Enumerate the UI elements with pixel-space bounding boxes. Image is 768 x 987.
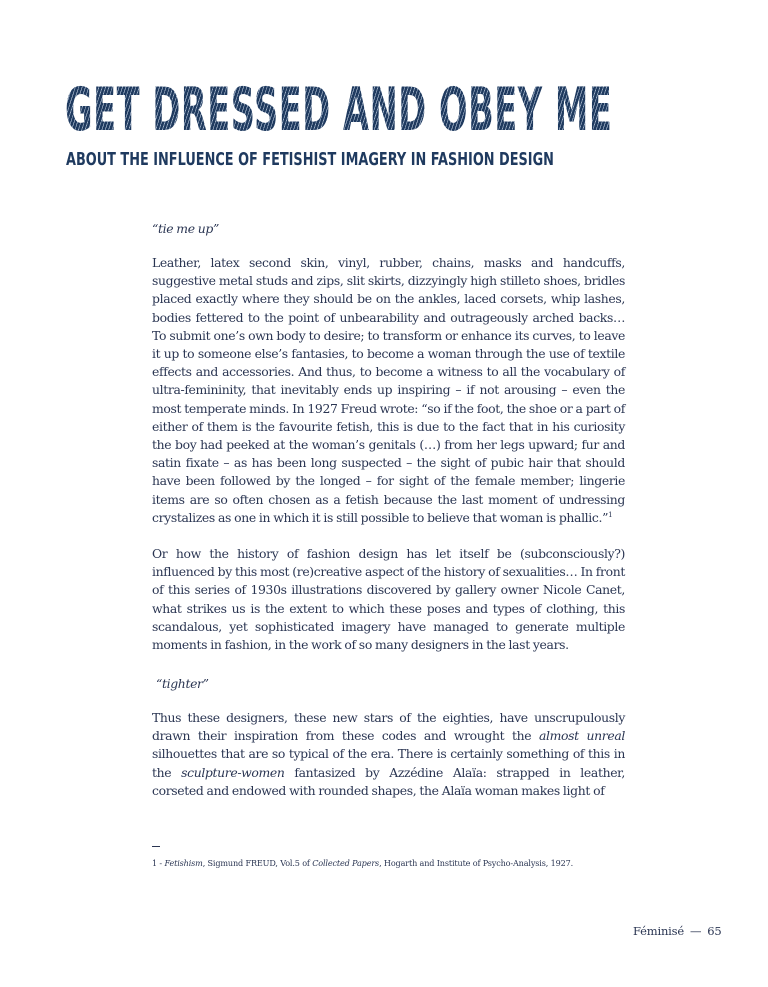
paragraph-3-text-b: silhouettes that are so typical of the era. There is certainly something of this in the — [152, 746, 625, 780]
paragraph-2-block — [152, 545, 625, 654]
emphasis-sculpture-women: sculpture-women — [181, 764, 285, 780]
article-subtitle: ABOUT THE INFLUENCE OF FETISHIST IMAGERY IN FASHION DESIGN — [66, 149, 554, 170]
article-title: GET DRESSED AND OBEY ME — [65, 75, 613, 145]
section-heading-tie-me-up: “tie me up” — [152, 221, 219, 236]
page-folio — [633, 924, 721, 938]
folio-separator: — — [689, 924, 702, 938]
footnote-divider — [152, 846, 160, 847]
paragraph-3-text-c: fantasized by Azzédine Alaïa: strapped in leather, corseted and endowed with rounded shapes, the Alaïa woman makes light of — [152, 764, 625, 798]
section-2 — [152, 675, 629, 693]
section-1 — [152, 220, 625, 238]
emphasis-almost-unreal: almost unreal — [538, 728, 625, 744]
paragraph-2: Or how the history of fashion design has let itself be (subconsciously?) influenced by this most (re)creative aspect of the history of sexualities… In front of this series of 1930s illustrations discovered by gallery owner Nicole Canet, what strikes us is the extent to which these poses and types of clothing, this scandalous, yet sophisticated imagery have managed to generate multiple moments in fashion, in the work of so many designers in the last years. — [152, 546, 625, 653]
paragraph-1-block — [152, 254, 625, 527]
paragraph-3-block — [152, 709, 625, 800]
paragraph-1 — [152, 254, 625, 527]
footnote-text-a: , Sigmund FREUD, Vol.5 of — [202, 858, 313, 868]
footnote-number: 1 - — [152, 858, 165, 868]
footnote-1 — [152, 857, 573, 869]
section-heading-tighter: “tighter” — [156, 676, 209, 691]
footnote-ref[interactable]: 1 — [608, 510, 613, 519]
paragraph-3 — [152, 709, 625, 800]
footnote-text-b: , Hogarth and Institute of Psycho-Analysis, 1927. — [379, 858, 573, 868]
page-number: 65 — [707, 924, 722, 938]
footnote-work-title: Fetishism — [164, 858, 203, 868]
paragraph-3-text-a: Thus these designers, these new stars of the eighties, have unscrupulously drawn their inspiration from these codes and wrought the — [152, 710, 625, 744]
footnote-collection-title: Collected Papers — [312, 858, 380, 868]
folio-section-name: Féminisé — [633, 924, 684, 938]
paragraph-1-text: Leather, latex second skin, vinyl, rubber, chains, masks and handcuffs, suggestive metal studs and zips, slit skirts, dizzyingly high stilleto shoes, bridles placed exactly where they should be on the ankles, laced corsets, whip lashes, bodies fettered to the point of unbearability and outrageously arched backs… To submit one’s own body to desire; to transform or enhance its curves, to leave it up to someone else’s fantasies, to become a woman through the use of textile effects and accessories. And thus, to become a witness to all the vocabulary of ultra-femininity, that inevitably ends up inspiring – if not arousing – even the most temperate minds. In 1927 Freud wrote: “so if the foot, the shoe or a part of either of them is the favourite fetish, this is due to the fact that in his curiosity the boy had peeked at the woman’s genitals (…) from her legs upward; fur and satin fixate – as has been long suspected – the sight of pubic hair that should have been followed by the longed – for sight of the female member; lingerie items are so often chosen as a fetish because the last moment of undressing crystalizes as one in which it is still possible to believe that woman is phallic.” — [152, 255, 625, 525]
